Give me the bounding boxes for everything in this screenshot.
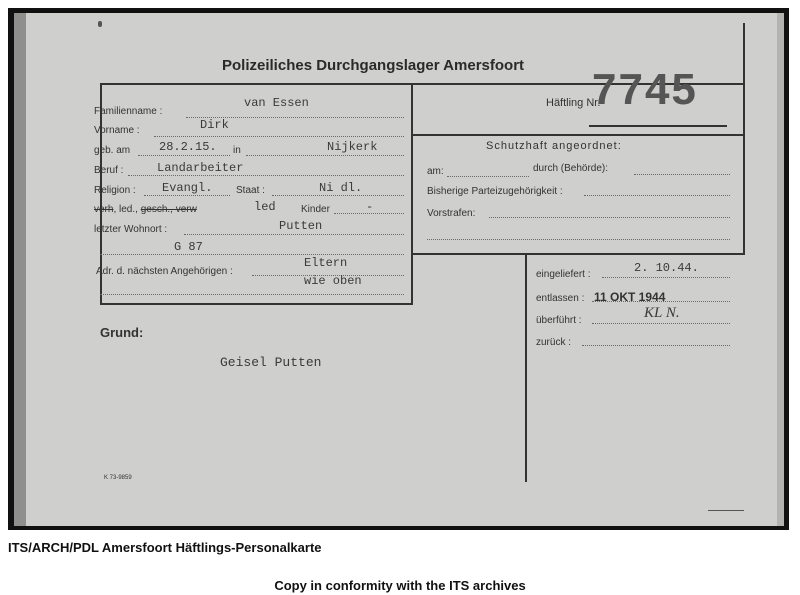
staat-label: Staat : <box>236 185 265 196</box>
left-box-bottom <box>100 303 413 305</box>
entlassen-label: entlassen : <box>536 293 585 304</box>
wohnort-value: Putten <box>279 219 323 233</box>
grund-value: Geisel Putten <box>220 355 322 370</box>
wohnort-line <box>184 234 404 235</box>
religion-label: Religion : <box>94 185 136 196</box>
angehoerige-value-1: Eltern <box>304 256 348 270</box>
vorstrafen-line <box>489 217 730 218</box>
geb-date-line <box>138 155 230 156</box>
vorstrafen-line-2 <box>427 239 730 240</box>
angehoerige-line-2 <box>100 294 404 295</box>
status-value: led <box>254 200 276 214</box>
wohnort-label: letzter Wohnort : <box>94 224 168 235</box>
partei-label: Bisherige Parteizugehörigkeit : <box>427 186 563 197</box>
left-box-right <box>411 83 413 305</box>
familienname-value: van Essen <box>244 96 309 110</box>
eingeliefert-label: eingeliefert : <box>536 269 591 280</box>
religion-line <box>144 195 230 196</box>
angehoerige-label: Adr. d. nächsten Angehörigen : <box>96 266 233 277</box>
staat-value: Ni dl. <box>319 181 363 195</box>
form-code: K 73-9859 <box>104 475 132 481</box>
beruf-label: Beruf : <box>94 165 124 176</box>
prisoner-card <box>14 13 784 526</box>
geb-place-line <box>246 155 404 156</box>
angehoerige-value-2: wie oben <box>304 274 362 288</box>
archive-caption: ITS/ARCH/PDL Amersfoort Häftlings-Personalkarte <box>8 540 322 555</box>
entlassen-line <box>592 301 730 302</box>
grund-label: Grund: <box>100 325 144 340</box>
conformity-caption: Copy in conformity with the ITS archives <box>274 578 526 593</box>
ink-speck <box>98 21 102 27</box>
status-label <box>94 204 197 215</box>
wohnort-line-2 <box>100 254 404 255</box>
schutzhaft-bottom-rule <box>412 253 744 255</box>
right-box-edge <box>743 23 745 255</box>
card-right-edge <box>777 13 784 526</box>
vorstrafen-label: Vorstrafen: <box>427 208 476 219</box>
lower-box-divider <box>525 255 527 482</box>
geb-date: 28.2.15. <box>159 140 217 154</box>
schutzhaft-top-rule <box>412 134 744 136</box>
entlassen-stamp: 11 OKT 1944 <box>594 290 666 304</box>
ueberfuehrt-value: KL N. <box>644 305 680 321</box>
geb-label: geb. am <box>94 145 131 156</box>
corner-mark <box>708 510 744 511</box>
geb-in-label: in <box>233 145 241 156</box>
haeftling-label: Häftling Nr. <box>546 97 601 109</box>
haeftling-number: 7745 <box>592 65 698 114</box>
durch-label: durch (Behörde): <box>533 163 609 174</box>
durch-line <box>634 174 730 175</box>
partei-line <box>584 195 730 196</box>
eingeliefert-value: 2. 10.44. <box>634 261 699 275</box>
zurueck-line <box>582 345 730 346</box>
beruf-line <box>128 175 404 176</box>
card-title: Polizeiliches Durchgangslager Amersfoort <box>222 57 525 74</box>
kinder-line <box>334 213 404 214</box>
card-left-edge <box>14 13 26 526</box>
kinder-value: - <box>366 200 374 214</box>
status-struck-gesch: gesch., verw <box>140 204 197 215</box>
schutzhaft-label: Schutzhaft angeordnet: <box>486 140 622 152</box>
status-struck-verh: verh <box>94 204 114 215</box>
beruf-value: Landarbeiter <box>157 161 244 175</box>
religion-value: Evangl. <box>162 181 213 195</box>
vorname-line <box>154 136 404 137</box>
ueberfuehrt-label: überführt : <box>536 315 582 326</box>
vorname-value: Dirk <box>200 118 229 132</box>
am-line <box>447 176 529 177</box>
staat-line <box>272 195 404 196</box>
geb-place: Nijkerk <box>327 140 378 154</box>
familienname-label: Familienname : <box>94 106 163 117</box>
zurueck-label: zurück : <box>536 337 572 348</box>
vorname-label: Vorname : <box>94 125 140 136</box>
number-underline <box>589 125 727 127</box>
ueberfuehrt-line <box>592 323 730 324</box>
status-led-label: , led., <box>113 204 138 215</box>
eingeliefert-line <box>602 277 730 278</box>
wohnort-value-2: G 87 <box>174 240 203 254</box>
am-label: am: <box>427 166 444 177</box>
kinder-label: Kinder <box>301 204 330 215</box>
